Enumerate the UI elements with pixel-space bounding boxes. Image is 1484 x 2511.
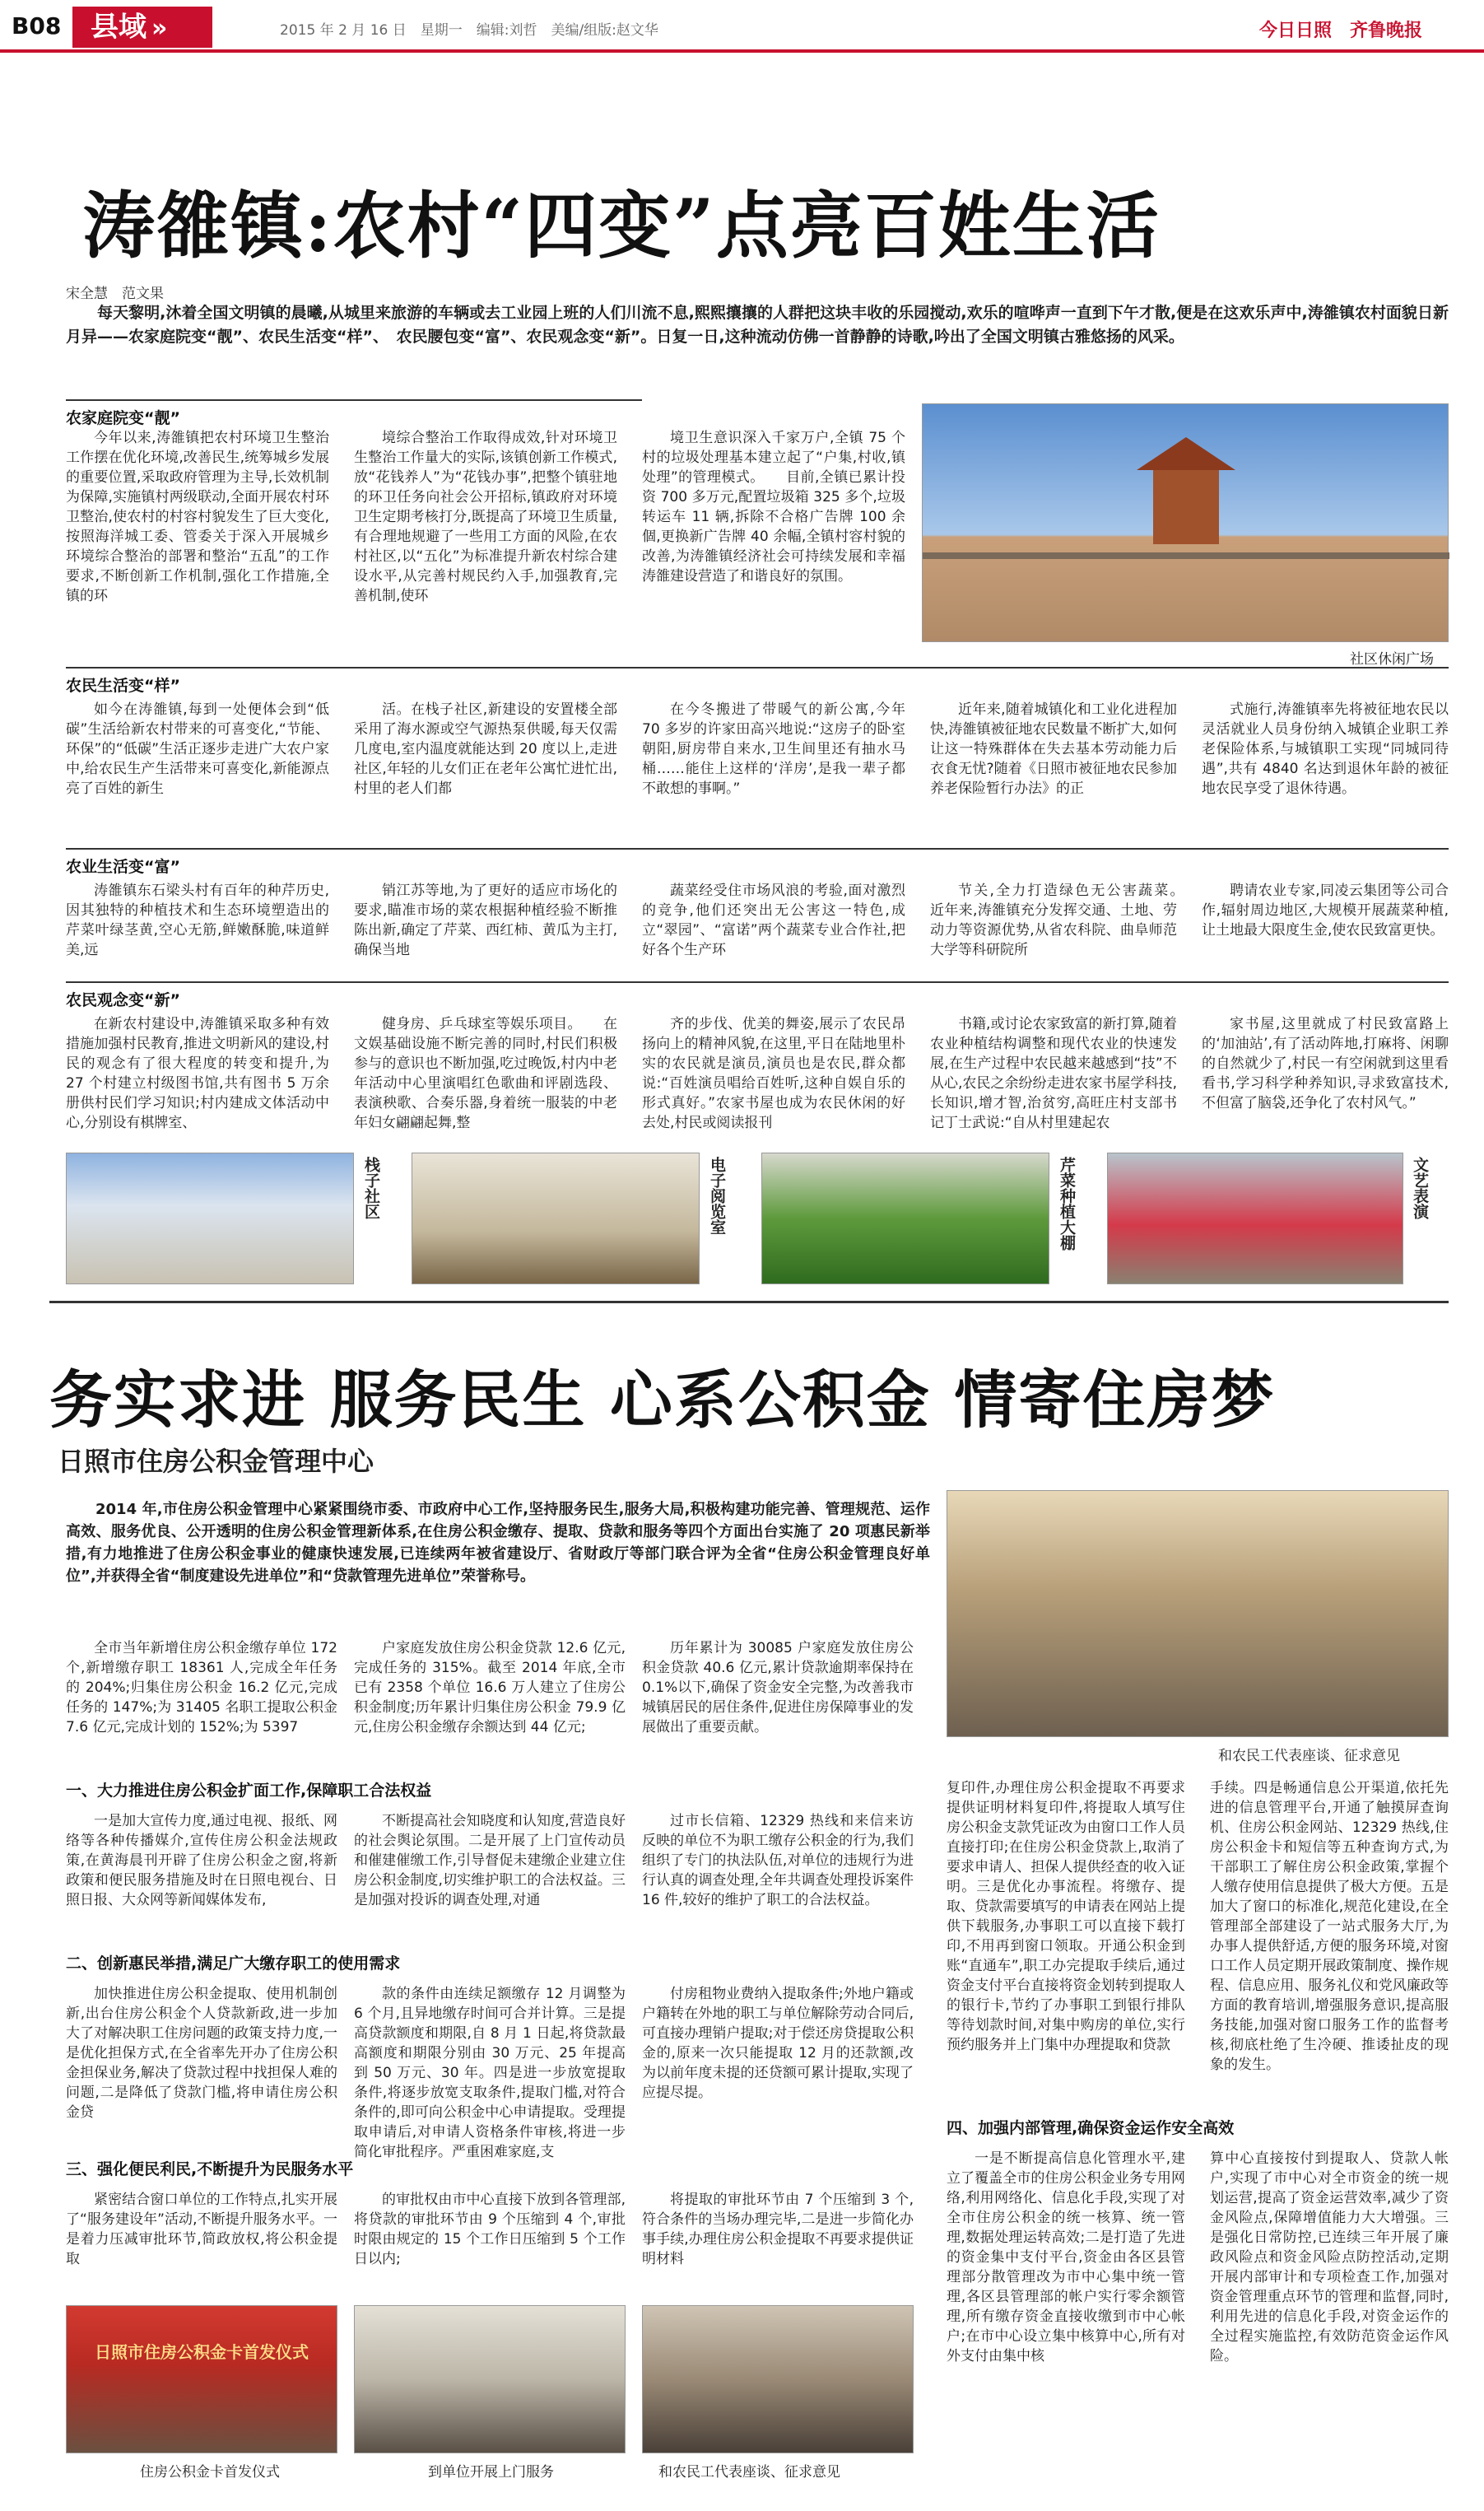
right-col2: 手续。四是畅通信息公开渠道,依托先进的信息管理平台,开通了触摸屏查询机、住房公积金网站、12329 热线,住房公积金卡和短信等五种查询方式,为干部职工了解住房公积金政策,掌握个人缴存使用信息提供了极大方便。五是加大了窗口的标准化,规范化建设,在全管理部全部建设了一站式服务大厅,为办事人提供舒适,方便的服务环境,对窗口工作人员定期开展政策制度、操作规程、信息应用、服务礼仪和党风廉政等方面的教育培训,增强服务意识,提高服务技能,加强对窗口服务工作的监督考核,彻底杜绝了生冷硬、推诿扯皮的现象的发生。 [1210, 1780, 1449, 2073]
s2-col2: 款的条件由连续足额缴存 12 月调整为 6 个月,且异地缴存时间可合并计算。三是提高贷款额度和期限,自 8 月 1 日起,将贷款最高额度和期限分别由 30 万元、25 年提高到 50 万元、30 年。四是进一步放宽提取条件,将逐步放宽支取条件,提取门槛,对符合条件的,即可向公积金中心申请提取。受理提取申请后,对申请人资格条件审核,将进一步简化审批程序。严重困难家庭,支 [354, 1986, 626, 2160]
photo-reading-caption: 电子阅览室 [708, 1157, 726, 1235]
s4-head: 四、加强内部管理,确保资金运作安全高效 [947, 2119, 1235, 2137]
s2-col1: 加快推进住房公积金提取、使用机制创新,出台住房公积金个人贷款新政,进一步加大了对解决职工住房问题的政策支持力度,一是优化担保方式,在全省率先开办了住房公积金担保业务,解决了贷款过程中找担保人难的问题,二是降低了贷款门槛,将申请住房公积金贷 [66, 1986, 337, 2121]
sec1-col2: 境综合整治工作取得成效,针对环境卫生整治工作量大的实际,该镇创新工作模式,放“花钱养人”为“花钱办事”,把整个镇驻地的环卫任务向社会公开招标,镇政府对环境卫生定期考核打分,既提高了环境卫生质量,有合理地规避了一些用工方面的风险,在农村社区,以“五化”为标准提升新农村综合建设水平,从完善村规民约入手,加强教育,完善机制,使环 [354, 430, 617, 604]
header-meta: 2015 年 2 月 16 日 星期一 编辑:刘哲 美编/组版:赵文华 [280, 22, 658, 39]
sec4-col5: 家书屋,这里就成了村民致富路上的‘加油站’,有了活动阵地,打麻将、闲聊的自然就少了,村民一有空闲就到这里看看书,学习科学种养知识,寻求致富技术,不但富了脑袋,还争化了农村风气。” [1202, 1016, 1449, 1111]
intro-col2: 户家庭发放住房公积金贷款 12.6 亿元,完成任务的 315%。截至 2014 年底,全市已有 2358 个单位 16.6 万人建立了住房公积金制度;历年累计归集住房公积金 79.9 亿元,住房公积金缴存余额达到 44 亿元; [354, 1640, 626, 1735]
photo-card-launch [66, 2305, 337, 2453]
photo-reading-room [412, 1153, 700, 1284]
s4-col1: 一是不断提高信息化管理水平,建立了覆盖全市的住房公积金业务专用网络,利用网络化、信息化手段,实现了对全市住房公积金的统一核算、统一管理,数据处理运转高效;二是打造了先进的资金集中支付平台,资金由各区县管理部分散管理改为市中心集中统一管理,各区县管理部的帐户实行零余额管理,所有缴存资金直接收缴到市中心帐户;在市中心设立集中核算中心,所有对外支付由集中核 [947, 2150, 1185, 2364]
sec4-col2: 健身房、乒乓球室等娱乐项目。 在文娱基础设施不断完善的同时,村民们积极参与的意识也不断加强,吃过晚饭,村内中老年活动中心里演唱红色歌曲和评剧选段、表演秧歌、合奏乐器,身着统一服装的中老年妇女翩翩起舞,整 [354, 1016, 617, 1131]
masthead: 今日日照 齐鲁晚报 [1259, 21, 1423, 41]
s3-col3: 将提取的审批环节由 7 个压缩到 3 个,符合条件的当场办理完毕,二是进一步简化办事手续,办理住房公积金提取不再要求提供证明材料 [642, 2192, 914, 2267]
photo-forum [642, 2305, 914, 2453]
sec3-col1: 涛雒镇东石梁头村有百年的种芹历史,因其独特的种植技术和生态环境塑造出的芹菜叶绿茎黄,空心无筋,鲜嫩酥脆,味道鲜美,远 [66, 883, 329, 958]
sec2-col4: 近年来,随着城镇化和工业化进程加快,涛雒镇被征地农民数量不断扩大,如何让这一特殊群体在失去基本劳动能力后衣食无忧?随着《日照市被征地农民参加养老保险暂行办法》的正 [930, 701, 1177, 797]
photo-forum-caption: 和农民工代表座谈、征求意见 [658, 2464, 840, 2481]
s2-head: 二、创新惠民举措,满足广大缴存职工的使用需求 [66, 1954, 401, 1973]
photo-onsite-service [354, 2305, 626, 2453]
sec2-col2: 活。在栈子社区,新建设的安置楼全部采用了海水源或空气源热泵供暖,每天仅需几度电,室内温度就能达到 20 度以上,走进社区,年轻的儿女们正在老年公寓忙进忙出,村里的老人们都 [354, 701, 617, 797]
sec1-head: 农家庭院变“靓” [66, 399, 642, 428]
article1-byline: 宋全慧 范文果 [66, 286, 164, 302]
right-col1: 复印件,办理住房公积金提取不再要求提供证明材料复印件,将提取人填写住房公积金支款凭证改为由窗口工作人员直接打印;在住房公积金贷款上,取消了要求申请人、担保人提供经查的收入证明。三是优化办事流程。将缴存、提取、贷款需要填写的申请表在网站上提供下载服务,办事职工可以直接下载打印,不用再到窗口领取。开通公积金到账“直通车”,职工办完提取手续后,通过资金支付平台直接将资金划转到提取人的银行卡,节约了办事职工到银行排队等待划款时间,对集中购房的单位,实行预约服务并上门集中办理提取和贷款 [947, 1780, 1185, 2053]
sec4-col3: 齐的步伐、优美的舞姿,展示了农民昂扬向上的精神风貌,在这里,平日在陆地里朴实的农民就是演员,演员也是农民,群众都说:“百姓演员唱给百姓听,这种自娱自乐的形式真好。”农家书屋也成为农民休闲的好去处,村民或阅读报刊 [642, 1016, 905, 1131]
photo-performance [1107, 1153, 1403, 1284]
photo-zhanzi-caption: 栈子社区 [362, 1157, 380, 1219]
sec2-col3: 在今冬搬进了带暖气的新公寓,今年 70 多岁的许家田高兴地说:“这房子的卧室朝阳,厨房带自来水,卫生间里还有抽水马桶……能住上这样的‘洋房’,是我一辈子都不敢想的事啊。” [642, 701, 905, 797]
sec3-col2: 销江苏等地,为了更好的适应市场化的要求,瞄准市场的菜农根据种植经验不断推陈出新,确定了芹菜、西红柿、黄瓜为主打,确保当地 [354, 883, 617, 958]
header-rule [0, 49, 1484, 53]
section-name: 县域 [91, 11, 147, 44]
article-divider [49, 1301, 1449, 1303]
intro-col1: 全市当年新增住房公积金缴存单位 172 个,新增缴存职工 18361 人,完成全年任务的 204%;归集住房公积金 16.2 亿元,完成任务的 147%;为 31405 名职工提取公积金 7.6 亿元,完成计划的 152%;为 5397 [66, 1640, 337, 1735]
sec1-col1: 今年以来,涛雒镇把农村环境卫生整治工作摆在优化环境,改善民生,统筹城乡发展的重要位置,采取政府管理为主导,长效机制为保障,实施镇村两级联动,全面开展农村环卫整治,使农村的村容村貌发生了巨大变化,按照海洋城工委、管委关于深入开展城乡环境综合整治的部署和整治“五乱”的工作要求,不断创新工作机制,强化工作措施,全镇的环 [66, 430, 329, 604]
article2-lead: 2014 年,市住房公积金管理中心紧紧围绕市委、市政府中心工作,坚持服务民生,服务大局,积极构建功能完善、管理规范、运作高效、服务优良、公开透明的住房公积金管理新体系,在住房公积金缴存、提取、贷款和服务等四个方面出台实施了 20 项惠民新举措,有力地推进了住房公积金事业的健康快速发展,已连续两年被省建设厅、省财政厅等部门联合评为全省“住房公积金管理良好单位”,并获得全省“制度建设先进单位”和“贷款管理先进单位”荣誉称号。 [66, 1501, 930, 1585]
photo-meeting-caption: 和农民工代表座谈、征求意见 [1218, 1748, 1400, 1764]
article1-title: 涛雒镇:农村“四变”点亮百姓生活 [82, 183, 1161, 268]
s1-head: 一、大力推进住房公积金扩面工作,保障职工合法权益 [66, 1782, 432, 1800]
sec4-head: 农民观念变“新” [66, 981, 1449, 1010]
s4-col2: 算中心直接按付到提取人、贷款人帐户,实现了市中心对全市资金的统一规划运营,提高了资金运营效率,减少了资金风险点,保障增值能力大大增强。三是强化日常防控,已连续三年开展了廉政风险点和资金风险点防控活动,定期开展内部审计和专项检查工作,加强对资金管理重点环节的管理和监督,同时,利用先进的信息化手段,对资金运作的全过程实施监控,有效防范资金运作风险。 [1210, 2150, 1449, 2364]
s2-col3: 付房租物业费纳入提取条件;外地户籍或户籍转在外地的职工与单位解除劳动合同后,可直接办理销户提取;对于偿还房贷提取公积金的,原来一次只能提取 12 月的还款额,改为以前年度未提的还贷额可累计提取,实现了应提尽提。 [642, 1986, 914, 2101]
s1-col1: 一是加大宣传力度,通过电视、报纸、网络等各种传播媒介,宣传住房公积金法规政策,在黄海晨刊开辟了住房公积金之窗,将新政策和便民服务措施及时在日照电视台、日照日报、大众网等新闻媒体发布, [66, 1813, 337, 1908]
photo-onsite-caption: 到单位开展上门服务 [428, 2464, 554, 2481]
photo-greenhouse [761, 1153, 1049, 1284]
page-number: B08 [12, 12, 62, 40]
sec2-col1: 如今在涛雒镇,每到一处便体会到“低碳”生活给新农村带来的可喜变化,“节能、环保”的“低碳”生活正逐步走进广大农户家中,给农民生产生活带来可喜变化,新能源点亮了百姓的新生 [66, 701, 329, 797]
photo-card-caption: 住房公积金卡首发仪式 [140, 2464, 280, 2481]
photo-zhanzi [66, 1153, 354, 1284]
s1-col2: 不断提高社会知晓度和认知度,营造良好的社会舆论氛围。二是开展了上门宣传动员和催建催缴工作,引导督促未建缴企业建立住房公积金制度,切实维护职工的合法权益。三是加强对投诉的调查处理,对通 [354, 1813, 626, 1908]
s3-head: 三、强化便民利民,不断提升为民服务水平 [66, 2160, 354, 2178]
article1-lead: 每天黎明,沐着全国文明镇的晨曦,从城里来旅游的车辆或去工业园上班的人们川流不息,熙熙攘攘的人群把这块丰收的乐园搅动,欢乐的喧哗声一直到下午才散,便是在这欢乐声中,涛雒镇农村面貌日新月异——农家庭院变“靓”、农民生活变“样”、 农民腰包变“富”、农民观念变“新”。日复一日,这种流动仿佛一首静静的诗歌,吟出了全国文明镇古雅悠扬的风采。 [66, 304, 1449, 346]
section-arrows-icon: » [151, 14, 168, 43]
sec3-col3: 蔬菜经受住市场风浪的考验,面对激烈的竞争,他们还突出无公害这一特色,成立“翠园”、“富诺”两个蔬菜专业合作社,把好各个生产环 [642, 883, 905, 958]
sec3-head: 农业生活变“富” [66, 848, 1449, 877]
sec3-col4: 节关,全力打造绿色无公害蔬菜。 近年来,涛雒镇充分发挥交通、土地、劳动力等资源优势,从省农科院、曲阜师范大学等科研院所 [930, 883, 1205, 958]
sec1-col3: 境卫生意识深入千家万户,全镇 75 个村的垃圾处理基本建立起了“户集,村收,镇处理”的管理模式。 目前,全镇已累计投资 700 多万元,配置垃圾箱 325 多个,垃圾转运车 11 辆,拆除不合格广告牌 100 余個,更换新广告牌 40 余幅,全镇村容村貌的改善,为涛雒镇经济社会可持续发展和幸福涛雒建设营造了和谐良好的氛围。 [642, 430, 905, 585]
sec3-col5: 聘请农业专家,同凌云集团等公司合作,辐射周边地区,大规模开展蔬菜种植,让土地最大限度生金,使农民致富更快。 [1202, 883, 1449, 939]
intro-col3: 历年累计为 30085 户家庭发放住房公积金贷款 40.6 亿元,累计贷款逾期率保持在 0.1%以下,确保了资金安全完整,为改善我市城镇居民的居住条件,促进住房保障事业的发展做出了重要贡献。 [642, 1640, 914, 1735]
sec4-col1: 在新农村建设中,涛雒镇采取多种有效措施加强村民教育,推进文明新风的建设,村民的观念有了很大程度的转变和提升,为 27 个村建立村级图书馆,共有图书 5 万余册供村民们学习知识;村内建成文体活动中心,分别设有棋牌室、 [66, 1016, 329, 1131]
s1-col3: 过市长信箱、12329 热线和来信来访反映的单位不为职工缴存公积金的行为,我们组织了专门的执法队伍,对单位的违规行为进行认真的调查处理,全年共调查处理投诉案件 16 件,较好的维护了职工的合法权益。 [642, 1813, 914, 1908]
sec1-photo-caption: 社区休闲广场 [1350, 651, 1434, 668]
article2-subtitle: 日照市住房公积金管理中心 [58, 1446, 374, 1477]
photo-meeting [947, 1490, 1449, 1737]
s3-col1: 紧密结合窗口单位的工作特点,扎实开展了“服务建设年”活动,不断提升服务水平。一是着力压减审批环节,简政放权,将公积金提取 [66, 2192, 337, 2267]
photo-performance-caption: 文艺表演 [1411, 1157, 1429, 1219]
card-launch-banner: 日照市住房公积金卡首发仪式 [95, 2342, 309, 2362]
section-tag [72, 7, 212, 48]
sec2-head: 农民生活变“样” [66, 667, 1449, 696]
pavilion-icon [923, 404, 1449, 643]
photo-square [922, 403, 1449, 642]
article2-title: 务实求进 服务民生 心系公积金 情寄住房梦 [49, 1363, 1276, 1437]
s3-col2: 的审批权由市中心直接下放到各管理部,将贷款的审批环节由 9 个压缩到 4 个,审批时限由规定的 15 个工作日压缩到 5 个工作日以内; [354, 2192, 626, 2267]
photo-greenhouse-caption: 芹菜种植大棚 [1058, 1157, 1076, 1251]
sec2-col5: 式施行,涛雒镇率先将被征地农民以灵活就业人员身份纳入城镇企业职工养老保险体系,与城镇职工实现“同城同待遇”,共有 4840 名达到退休年龄的被征地农民享受了退休待遇。 [1202, 701, 1449, 797]
sec4-col4: 书籍,或讨论农家致富的新打算,随着农业种植结构调整和现代农业的快速发展,在生产过程中农民越来越感到“技”不从心,农民之余纷纷走进农家书屋学科技,长知识,增才智,治贫穷,高旺庄村支部书记丁士武说:“自从村里建起农 [930, 1016, 1177, 1131]
